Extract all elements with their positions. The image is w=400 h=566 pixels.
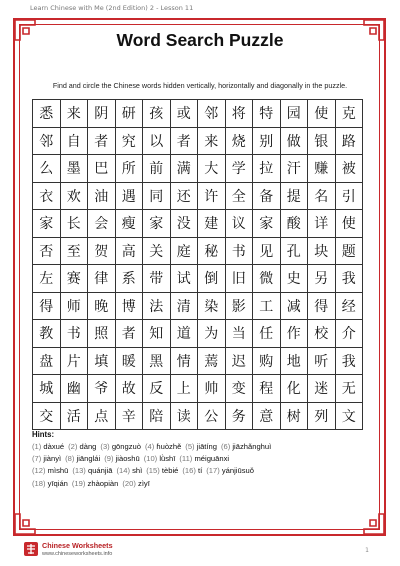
hint-line xyxy=(32,441,372,453)
hint-item xyxy=(32,466,68,475)
grid-cell[interactable]: 读 xyxy=(171,403,199,431)
hint-item xyxy=(122,479,149,488)
hint-item xyxy=(206,466,254,475)
hint-pinyin: ɦuòzhě xyxy=(156,442,182,451)
grid-cell[interactable]: 我 xyxy=(336,265,364,293)
grid-cell[interactable]: 博 xyxy=(116,293,144,321)
grid-cell[interactable]: 程 xyxy=(253,375,281,403)
grid-cell[interactable]: 提 xyxy=(281,183,309,211)
grid-cell[interactable]: 拉 xyxy=(253,155,281,183)
hint-pinyin: tí xyxy=(198,466,203,476)
grid-cell[interactable]: 经 xyxy=(336,293,364,321)
hint-pinyin: gōngzuò xyxy=(111,442,141,451)
grid-cell[interactable]: 带 xyxy=(143,265,171,293)
grid-cell[interactable]: 另 xyxy=(308,265,336,293)
grid-cell[interactable]: 或 xyxy=(171,100,199,128)
grid-cell[interactable]: 园 xyxy=(281,100,309,128)
grid-cell[interactable]: 建 xyxy=(198,210,226,238)
grid-cell[interactable]: 至 xyxy=(61,238,89,266)
grid-cell[interactable]: 特 xyxy=(253,100,281,128)
grid-cell[interactable]: 旧 xyxy=(226,265,254,293)
hint-number: (18) xyxy=(32,478,46,488)
grid-cell[interactable]: 作 xyxy=(281,320,309,348)
grid-cell[interactable]: 活 xyxy=(61,403,89,431)
grid-cell[interactable]: 书 xyxy=(226,238,254,266)
grid-cell[interactable]: 得 xyxy=(308,293,336,321)
hint-pinyin: jiātíng xyxy=(196,442,217,451)
hint-line xyxy=(32,453,372,465)
grid-cell[interactable]: 倒 xyxy=(198,265,226,293)
grid-cell[interactable]: 列 xyxy=(308,403,336,431)
grid-cell[interactable]: 师 xyxy=(61,293,89,321)
hint-pinyin: quánjiā xyxy=(87,466,113,476)
grid-cell[interactable]: 意 xyxy=(253,403,281,431)
hint-number: (2) xyxy=(68,442,78,451)
grid-cell[interactable]: 满 xyxy=(171,155,199,183)
grid-cell[interactable]: 道 xyxy=(171,320,199,348)
grid-cell[interactable]: 变 xyxy=(226,375,254,403)
hint-pinyin: tèbié xyxy=(161,466,179,476)
grid-cell[interactable]: 否 xyxy=(33,238,61,266)
grid-cell[interactable]: 题 xyxy=(336,238,364,266)
grid-cell[interactable]: 照 xyxy=(88,320,116,348)
grid-cell[interactable]: 爷 xyxy=(88,375,116,403)
grid-cell[interactable]: 暖 xyxy=(116,348,144,376)
chinese-worksheets-logo-icon xyxy=(24,542,38,556)
hint-pinyin: lǜshī xyxy=(159,454,176,464)
grid-cell[interactable]: 减 xyxy=(281,293,309,321)
grid-cell[interactable]: 为 xyxy=(198,320,226,348)
hint-number: (12) xyxy=(32,466,46,476)
grid-cell[interactable]: 见 xyxy=(253,238,281,266)
hint-number: (17) xyxy=(206,466,220,476)
grid-cell[interactable]: 贺 xyxy=(88,238,116,266)
grid-cell[interactable]: 陪 xyxy=(143,403,171,431)
grid-cell[interactable]: 欢 xyxy=(61,183,89,211)
hint-pinyin: jiànyì xyxy=(43,454,62,464)
hint-item xyxy=(104,454,139,463)
grid-cell[interactable]: 辛 xyxy=(116,403,144,431)
hint-number: (20) xyxy=(122,478,136,488)
grid-cell[interactable]: 名 xyxy=(308,183,336,211)
grid-cell[interactable]: 赛 xyxy=(61,265,89,293)
hint-number: (16) xyxy=(182,466,196,476)
hint-item xyxy=(32,442,64,451)
grid-cell[interactable]: 晚 xyxy=(88,293,116,321)
hint-number: (19) xyxy=(71,478,86,488)
hint-pinyin: shì xyxy=(132,466,143,476)
hint-item xyxy=(72,466,112,475)
grid-cell[interactable]: 银 xyxy=(308,128,336,156)
grid-cell[interactable]: 来 xyxy=(61,100,89,128)
hint-number: (15) xyxy=(146,466,160,476)
grid-cell[interactable]: 路 xyxy=(336,128,364,156)
grid-cell[interactable]: 幽 xyxy=(61,375,89,403)
grid-cell[interactable]: 巴 xyxy=(88,155,116,183)
grid-cell[interactable]: 盘 xyxy=(33,348,61,376)
grid-cell[interactable]: 究 xyxy=(116,128,144,156)
grid-cell[interactable]: 情 xyxy=(171,348,199,376)
grid-cell[interactable]: 购 xyxy=(253,348,281,376)
grid-cell[interactable]: 迟 xyxy=(226,348,254,376)
grid-cell[interactable]: 研 xyxy=(116,100,144,128)
grid-cell[interactable]: 务 xyxy=(226,403,254,431)
grid-cell[interactable]: 没 xyxy=(171,210,199,238)
hint-item xyxy=(72,479,118,488)
hint-number: (9) xyxy=(104,454,114,464)
grid-cell[interactable]: 么 xyxy=(33,155,61,183)
grid-cell[interactable]: 庭 xyxy=(171,238,199,266)
hint-number: (1) xyxy=(32,442,42,451)
hint-number: (5) xyxy=(185,442,195,451)
hint-number: (4) xyxy=(144,442,155,451)
grid-cell[interactable]: 任 xyxy=(253,320,281,348)
grid-cell[interactable]: 点 xyxy=(88,403,116,431)
grid-cell[interactable]: 克 xyxy=(336,100,364,128)
grid-cell[interactable]: 无 xyxy=(336,375,364,403)
grid-cell[interactable]: 做 xyxy=(281,128,309,156)
grid-cell[interactable]: 块 xyxy=(308,238,336,266)
hint-item xyxy=(185,442,217,451)
hints-title: Hints: xyxy=(32,430,55,439)
grid-cell[interactable]: 化 xyxy=(281,375,309,403)
grid-cell[interactable]: 使 xyxy=(308,100,336,128)
corner-ornament-icon xyxy=(14,513,36,535)
grid-cell[interactable]: 者 xyxy=(88,128,116,156)
grid-cell[interactable]: 左 xyxy=(33,265,61,293)
grid-cell[interactable]: 高 xyxy=(116,238,144,266)
grid-cell[interactable]: 帅 xyxy=(198,375,226,403)
hint-pinyin: jiàoshū xyxy=(115,454,140,464)
grid-cell[interactable]: 家 xyxy=(253,210,281,238)
corner-ornament-icon xyxy=(363,513,385,535)
hint-item xyxy=(144,454,176,463)
hint-pinyin: jiānglái xyxy=(76,454,101,464)
grid-cell[interactable]: 家 xyxy=(143,210,171,238)
grid-cell[interactable]: 所 xyxy=(116,155,144,183)
footer-url: www.chineseworksheets.info xyxy=(42,551,113,557)
grid-cell[interactable]: 史 xyxy=(281,265,309,293)
grid-cell[interactable]: 片 xyxy=(61,348,89,376)
grid-cell[interactable]: 听 xyxy=(308,348,336,376)
grid-cell[interactable]: 许 xyxy=(198,183,226,211)
running-head: Learn Chinese with Me (2nd Edition) 2 - Lesson 11 xyxy=(30,4,194,12)
hint-item xyxy=(116,466,142,475)
grid-cell[interactable]: 瘦 xyxy=(116,210,144,238)
grid-cell[interactable]: 当 xyxy=(226,320,254,348)
hint-number: (8) xyxy=(65,454,75,464)
grid-cell[interactable]: 烧 xyxy=(226,128,254,156)
grid-cell[interactable]: 秘 xyxy=(198,238,226,266)
hint-item xyxy=(179,454,229,463)
hint-number: (13) xyxy=(72,466,86,476)
grid-cell[interactable]: 律 xyxy=(88,265,116,293)
grid-cell[interactable]: 被 xyxy=(336,155,364,183)
grid-cell[interactable]: 城 xyxy=(33,375,61,403)
grid-cell[interactable]: 系 xyxy=(116,265,144,293)
grid-cell[interactable]: 阴 xyxy=(88,100,116,128)
grid-cell[interactable]: 微 xyxy=(253,265,281,293)
hint-item xyxy=(145,442,181,451)
page-number: 1 xyxy=(365,547,369,554)
hint-pinyin: yīqián xyxy=(47,478,68,488)
grid-cell[interactable]: 试 xyxy=(171,265,199,293)
grid-cell[interactable]: 将 xyxy=(226,100,254,128)
grid-cell[interactable]: 详 xyxy=(308,210,336,238)
hint-item xyxy=(221,442,271,451)
footer-brand: Chinese Worksheets xyxy=(42,541,113,550)
grid-cell[interactable]: 影 xyxy=(226,293,254,321)
hint-number: (7) xyxy=(32,454,42,464)
hint-number: (11) xyxy=(179,454,193,464)
grid-cell[interactable]: 以 xyxy=(143,128,171,156)
hint-number: (10) xyxy=(143,454,158,464)
grid-cell[interactable]: 来 xyxy=(198,128,226,156)
hint-pinyin: méiguānxi xyxy=(194,454,230,464)
grid-cell[interactable]: 上 xyxy=(171,375,199,403)
grid-cell[interactable]: 迷 xyxy=(308,375,336,403)
grid-cell[interactable]: 清 xyxy=(171,293,199,321)
grid-cell[interactable]: 知 xyxy=(143,320,171,348)
grid-cell[interactable]: 衣 xyxy=(33,183,61,211)
grid-cell[interactable]: 使 xyxy=(336,210,364,238)
hints-section xyxy=(32,430,372,490)
grid-cell[interactable]: 会 xyxy=(88,210,116,238)
grid-cell[interactable]: 书 xyxy=(61,320,89,348)
grid-cell[interactable]: 酸 xyxy=(281,210,309,238)
grid-cell[interactable]: 还 xyxy=(171,183,199,211)
grid-cell[interactable]: 蔫 xyxy=(198,348,226,376)
grid-cell[interactable]: 议 xyxy=(226,210,254,238)
grid-cell[interactable]: 关 xyxy=(143,238,171,266)
grid-cell[interactable]: 校 xyxy=(308,320,336,348)
grid-cell[interactable]: 得 xyxy=(33,293,61,321)
grid-cell[interactable]: 邻 xyxy=(198,100,226,128)
hints-list xyxy=(32,441,372,490)
grid-cell[interactable]: 同 xyxy=(143,183,171,211)
hint-line xyxy=(32,465,372,477)
grid-cell[interactable]: 全 xyxy=(226,183,254,211)
grid-cell[interactable]: 介 xyxy=(336,320,364,348)
grid-cell[interactable]: 公 xyxy=(198,403,226,431)
hint-item xyxy=(68,442,96,451)
grid-cell[interactable]: 孔 xyxy=(281,238,309,266)
grid-cell[interactable]: 教 xyxy=(33,320,61,348)
grid-cell[interactable]: 自 xyxy=(61,128,89,156)
grid-cell[interactable]: 长 xyxy=(61,210,89,238)
grid-cell[interactable]: 法 xyxy=(143,293,171,321)
grid-cell[interactable]: 故 xyxy=(116,375,144,403)
grid-cell[interactable]: 汗 xyxy=(281,155,309,183)
grid-cell[interactable]: 者 xyxy=(171,128,199,156)
grid-cell[interactable]: 填 xyxy=(88,348,116,376)
grid-cell[interactable]: 前 xyxy=(143,155,171,183)
hint-item xyxy=(32,479,68,488)
grid-cell[interactable]: 交 xyxy=(33,403,61,431)
hint-pinyin: dàng xyxy=(79,442,97,451)
hint-item xyxy=(100,442,141,451)
grid-cell[interactable]: 悉 xyxy=(33,100,61,128)
grid-cell[interactable]: 树 xyxy=(281,403,309,431)
grid-cell[interactable]: 赚 xyxy=(308,155,336,183)
word-search-grid xyxy=(32,99,363,430)
hint-number: (14) xyxy=(116,466,130,476)
grid-cell[interactable]: 备 xyxy=(253,183,281,211)
hint-item xyxy=(32,454,61,463)
grid-cell[interactable]: 学 xyxy=(226,155,254,183)
grid-cell[interactable]: 染 xyxy=(198,293,226,321)
grid-cell[interactable]: 大 xyxy=(198,155,226,183)
hint-line xyxy=(32,478,372,490)
grid-cell[interactable]: 引 xyxy=(336,183,364,211)
grid-cell[interactable]: 黑 xyxy=(143,348,171,376)
grid-cell[interactable]: 别 xyxy=(253,128,281,156)
grid-cell[interactable]: 邻 xyxy=(33,128,61,156)
hint-pinyin: zìyī xyxy=(138,478,150,488)
grid-cell[interactable]: 油 xyxy=(88,183,116,211)
grid-cell[interactable]: 我 xyxy=(336,348,364,376)
grid-cell[interactable]: 家 xyxy=(33,210,61,238)
instructions: Find and circle the Chinese words hidden vertically, horizontally and diagonally in the puzzle. xyxy=(52,81,348,90)
hint-pinyin: dàxué xyxy=(43,442,65,451)
hint-pinyin: mìshū xyxy=(47,466,69,476)
hint-item xyxy=(65,454,100,463)
grid-cell[interactable]: 地 xyxy=(281,348,309,376)
hint-pinyin: jiāzhǎnghuì xyxy=(232,442,272,451)
hint-item xyxy=(146,466,178,475)
grid-cell[interactable]: 孩 xyxy=(143,100,171,128)
grid-cell[interactable]: 反 xyxy=(143,375,171,403)
grid-cell[interactable]: 墨 xyxy=(61,155,89,183)
grid-cell[interactable]: 遇 xyxy=(116,183,144,211)
hint-pinyin: yánjiūsuǒ xyxy=(221,466,254,476)
grid-cell[interactable]: 文 xyxy=(336,403,364,431)
page-title: Word Search Puzzle xyxy=(116,30,284,50)
hint-number: (6) xyxy=(220,442,231,451)
hint-pinyin: zhàopiàn xyxy=(87,478,119,488)
grid-cell[interactable]: 工 xyxy=(253,293,281,321)
hint-number: (3) xyxy=(100,442,110,451)
hint-item xyxy=(182,466,202,475)
grid-cell[interactable]: 者 xyxy=(116,320,144,348)
